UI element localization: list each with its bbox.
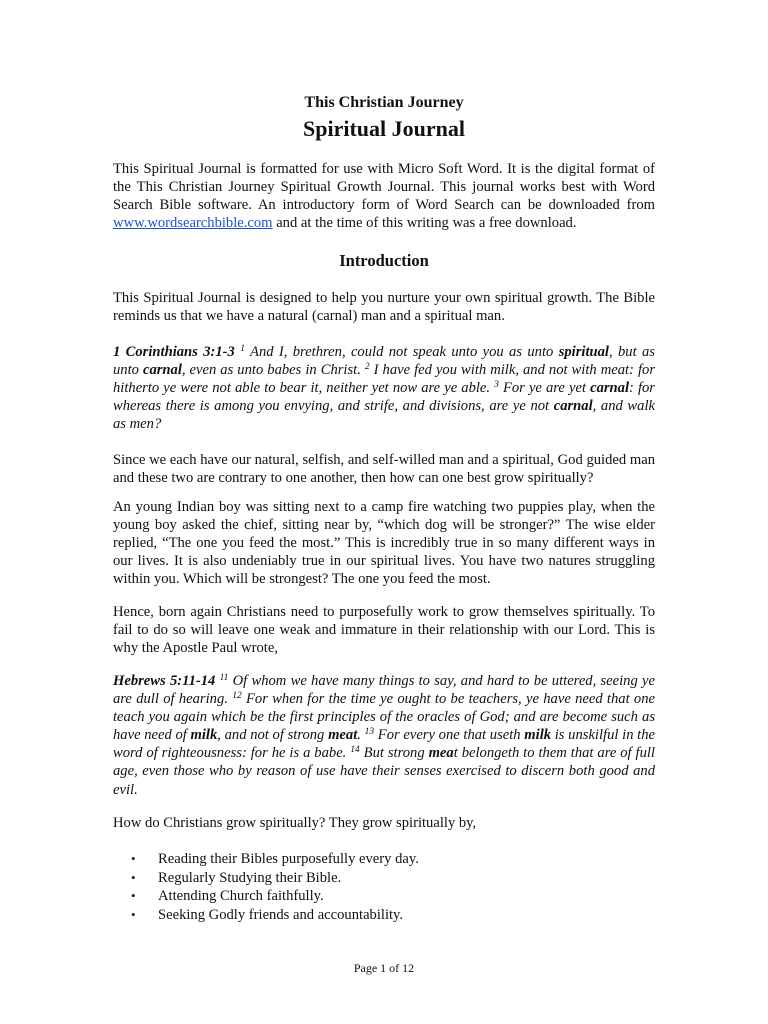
document-title: Spiritual Journal	[303, 116, 465, 141]
emphasis-text: meat	[328, 727, 358, 744]
text-run: , even as unto babes in Christ.	[181, 362, 365, 379]
list-item-text: Regularly Studying their Bible.	[158, 869, 342, 886]
verse-number: 2	[364, 362, 370, 373]
paragraph-purpose: This Spiritual Journal is designed to help you nurture your own spiritual growth. The Bible reminds us that we have a natural (carnal) man and a spiritual man.	[113, 290, 655, 325]
text-run: I have fed you with milk, and not with meat: for hitherto ye were not able to bear it, neither yet now are ye able.	[113, 362, 655, 397]
paragraph-indian-boy-story: An young Indian boy was sitting next to a camp fire watching two puppies play, when the young boy asked the chief, sitting near by, “which dog will be stronger?” The wise elder replied, “The one you feed the most.” This is incredibly true in so many different ways in our lives. It is also undeniably true in our spiritual lives. You have two natures struggling within you. Which will be strongest? The one you feed the most.	[113, 499, 655, 588]
emphasis-text: carnal	[590, 380, 630, 397]
growth-methods-list	[113, 850, 655, 924]
text-run: is unskilful in the word of righteousness: for he is a babe.	[113, 727, 656, 762]
emphasis-text: milk	[190, 727, 218, 744]
bullet-icon: •	[131, 888, 136, 904]
list-item-text: Seeking Godly friends and accountability.	[158, 906, 404, 923]
emphasis-text: carnal	[553, 398, 593, 415]
bullet-icon: •	[131, 851, 136, 866]
text-run: .	[357, 727, 365, 744]
list-item	[113, 869, 655, 888]
verse-number: 1	[240, 344, 245, 354]
website-link[interactable]: www.wordsearchbible.com	[113, 215, 273, 232]
list-item	[113, 850, 655, 869]
text-run: t belongeth to them that are of full age, even those who by reason of use have their senses exercised to discern both good and evil.	[113, 745, 655, 798]
text-run: And I, brethren, could not speak unto you as unto	[244, 344, 559, 360]
list-item-text: Reading their Bibles purposefully every day.	[158, 851, 419, 867]
list-item	[113, 906, 655, 925]
text-run: Of whom we have many things to say, and hard to be uttered, seeing ye are dull of hearing.	[113, 673, 655, 708]
text-run: But strong	[359, 745, 429, 762]
emphasis-text: spiritual	[558, 344, 609, 360]
document-subtitle: This Christian Journey	[304, 94, 464, 111]
intro-paragraph	[113, 160, 655, 232]
text-run: , but as unto	[113, 344, 655, 379]
text-run: : for whereas there is among you envying, and strife, and divisions, are ye not	[113, 380, 655, 415]
verse-number: 12	[232, 691, 242, 702]
paragraph-grow-spiritually: Hence, born again Christians need to purposefully work to grow themselves spiritually. To fail to do so will leave one weak and immature in their relationship with our Lord. This is why the Apostle Paul wrote,	[113, 604, 655, 657]
section-heading-introduction: Introduction	[339, 251, 429, 270]
emphasis-text: 1 Corinthians 3:1-3	[113, 344, 235, 360]
emphasis-text: Hebrews 5:11-14	[113, 673, 216, 689]
verse-number: 13	[364, 727, 375, 738]
scripture-corinthians	[113, 343, 655, 433]
bullet-icon: •	[131, 906, 136, 922]
emphasis-text: mea	[428, 745, 454, 762]
text-run: For every one that useth	[374, 727, 525, 744]
verse-number: 14	[350, 745, 360, 756]
text-run: and at the time of this writing was a free download.	[272, 215, 577, 232]
emphasis-text: carnal	[142, 362, 182, 379]
page-number: Page 1 of 12	[353, 961, 415, 975]
paragraph-two-natures: Since we each have our natural, selfish, and self-willed man and a spiritual, God guided man and these two are contrary to one another, then how can one best grow spiritually?	[113, 452, 655, 487]
emphasis-text: milk	[524, 727, 552, 744]
text-run: This Spiritual Journal is formatted for use with Micro Soft Word. It is the digital format of the This Christian Journey Spiritual Growth Journal. This journal works best with Word Search Bible software. An introductory form of Word Search can be downloaded from	[113, 161, 655, 214]
verse-number: 3	[494, 380, 499, 391]
verse-number: 11	[219, 673, 229, 683]
list-item	[113, 887, 655, 906]
text-run: , and walk as men?	[113, 398, 655, 433]
text-run: , and not of strong	[217, 727, 329, 744]
text-run: For ye are yet	[498, 380, 591, 397]
scripture-hebrews	[113, 672, 655, 799]
list-item-text: Attending Church faithfully.	[158, 888, 324, 905]
paragraph-how-grow: How do Christians grow spiritually? They grow spiritually by,	[113, 815, 477, 831]
bullet-icon: •	[131, 869, 136, 885]
text-run: For when for the time ye ought to be teachers, ye have need that one teach you again which be the first principles of the oracles of God; and are become such as have need of	[113, 691, 655, 744]
